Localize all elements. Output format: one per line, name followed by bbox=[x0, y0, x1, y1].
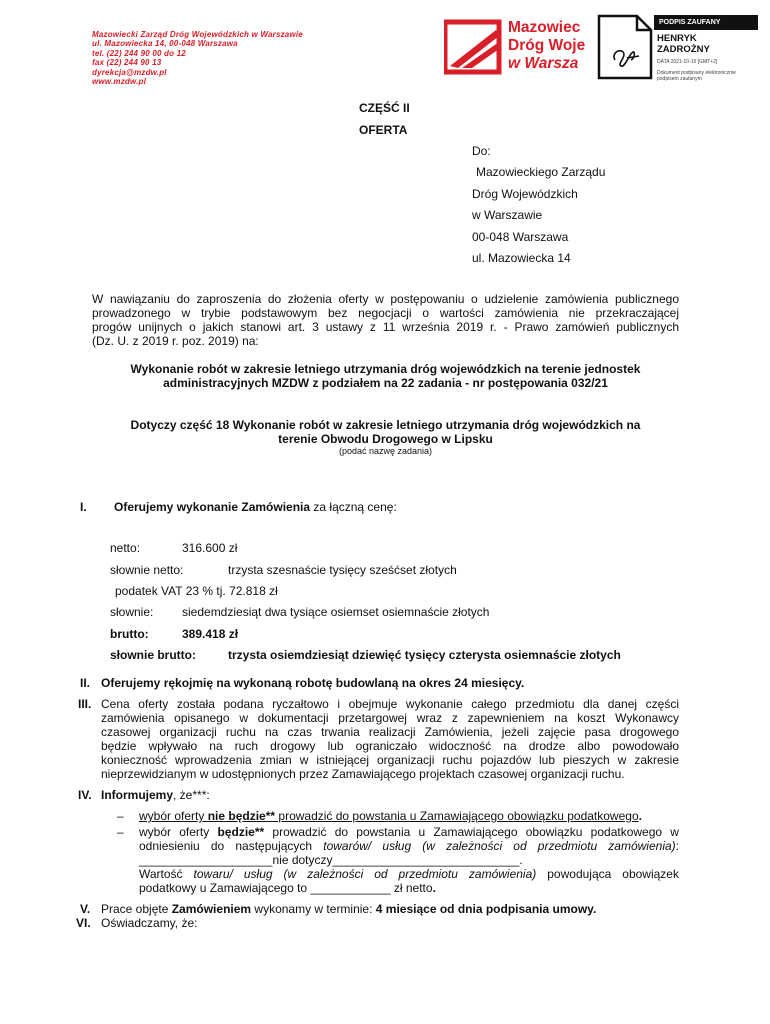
part-title-note: (podać nazwę zadania) bbox=[338, 446, 433, 456]
tax-option-not-applicable: wybór oferty nie będzie** prowadzić do powstania u Zamawiającego obowiązku podatkowego. bbox=[139, 809, 642, 823]
declaration-lead: Oświadczamy, że: bbox=[101, 916, 198, 930]
part-title: terenie Obwodu Drogowego w Lipsku bbox=[278, 432, 493, 446]
signature-badge: PODPIS ZAUFANY bbox=[654, 15, 758, 30]
intro-line: prowadzonego w trybie podstawowym bez negocjacji o wartości zamówienia nie przekraczającej bbox=[92, 306, 679, 320]
org-line: Mazowiecki Zarząd Dróg Wojewódzkich w Warszawie bbox=[92, 30, 303, 39]
tax-option-line: odniesieniu do następujących towarów/ usług (w zależności od przedmiotu zamówienia): bbox=[139, 839, 679, 853]
brutto-words-label: słownie brutto: bbox=[110, 648, 196, 662]
document-title: OFERTA bbox=[359, 123, 408, 137]
recipient-line: Dróg Wojewódzkich bbox=[472, 187, 578, 201]
intro-line: (Dz. U. z 2019 r. poz. 2019) na: bbox=[92, 334, 259, 348]
brutto-words: trzysta osiemdziesiąt dziewięć tysięcy czterysta osiemnaście złotych bbox=[228, 648, 621, 662]
org-line: ul. Mazowiecka 14, 00-048 Warszawa bbox=[92, 39, 238, 49]
recipient-line: 00-048 Warszawa bbox=[472, 230, 569, 244]
tax-value-field: podatkowy u Zamawiającego to ____________ zł netto. bbox=[139, 881, 436, 895]
recipient-line: ul. Mazowiecka 14 bbox=[472, 251, 571, 265]
bullet-dash: – bbox=[117, 809, 124, 823]
completion-term: Prace objęte Zamówieniem wykonamy w terminie: 4 miesiące od dnia podpisania umowy. bbox=[101, 902, 597, 916]
recipient-label: Do: bbox=[472, 144, 491, 158]
intro-line: W nawiązaniu do zaproszenia do złożenia oferty w postępowaniu o udzielenie zamówienia publicznego bbox=[92, 292, 679, 306]
section-3-line: Cena oferty została podana ryczałtowo i obejmuje wykonanie całego przedmiotu dla danej części bbox=[101, 697, 679, 711]
part-title: Dotyczy część 18 Wykonanie robót w zakresie letniego utrzymania dróg wojewódzkich na bbox=[130, 418, 641, 432]
signer-name: HENRYK ZADROŻNY bbox=[657, 33, 710, 55]
part-heading: CZĘŚĆ II bbox=[359, 101, 410, 115]
section-3-line: nieprzewidzianym w udostępnionych przez Zamawiającego projektach czasowej organizacji ruchu. bbox=[101, 767, 625, 781]
org-line: tel. (22) 244 90 00 do 12 bbox=[92, 48, 186, 58]
signature-details bbox=[657, 59, 757, 82]
section-1-heading: Oferujemy wykonanie Zamówienia za łączną cenę: bbox=[114, 500, 397, 514]
procurement-subject: Wykonanie robót w zakresie letniego utrzymania dróg wojewódzkich na terenie jednostek bbox=[130, 362, 641, 376]
org-website: www.mzdw.pl bbox=[92, 77, 147, 87]
section-number: IV. bbox=[78, 788, 92, 802]
org-line: fax (22) 244 90 13 bbox=[92, 58, 162, 68]
brutto-value: 389.418 zł bbox=[182, 627, 239, 641]
recipient-line: w Warszawie bbox=[472, 208, 543, 222]
vat-line: podatek VAT 23 % tj. 72.818 zł bbox=[115, 584, 278, 598]
brutto-label: brutto: bbox=[110, 627, 149, 641]
netto-words-label: słownie netto: bbox=[110, 563, 184, 577]
netto-label: netto: bbox=[110, 541, 141, 555]
netto-words: trzysta szesnaście tysięcy sześćset złotych bbox=[228, 563, 457, 577]
signature-note: Dokument podpisany elektronicznie podpisem zaufanym bbox=[657, 70, 736, 82]
section-number: III. bbox=[78, 697, 92, 711]
section-4-heading: Informujemy, że***: bbox=[101, 788, 210, 802]
section-3-line: będzie wpływało na ruch drogowy lub ograniczało widoczność na drodze albo powodowało bbox=[101, 739, 679, 753]
procurement-subject: administracyjnych MZDW z podziałem na 22 zadania - nr postępowania 032/21 bbox=[163, 376, 608, 390]
tax-goods-field: ____________________nie dotyczy____________________________. bbox=[139, 853, 523, 867]
tax-option-applicable: wybór oferty będzie** prowadzić do powstania u Zamawiającego obowiązku podatkowego w bbox=[139, 825, 679, 839]
section-3-line: czasowej organizacji ruchu na czas trwania realizacji Zamówienia, jeżeli zajęcie pasa drogowego bbox=[101, 725, 679, 739]
recipient-line: Mazowieckiego Zarządu bbox=[476, 165, 606, 179]
tax-value-line: Wartość towaru/ usług (w zależności od przedmiotu zamówienia) powodująca obowiązek bbox=[139, 867, 679, 881]
intro-line: progów unijnych o jakich stanowi art. 3 ustawy z 11 września 2019 r. - Prawo zamówień publicznych bbox=[92, 320, 679, 334]
section-3-line: zamówienia opisanego w dokumentacji przetargowej wraz z zapewnieniem na koszt Wykonawcy bbox=[101, 711, 679, 725]
org-email: dyrekcja@mzdw.pl bbox=[92, 67, 167, 77]
section-number: II. bbox=[80, 676, 91, 690]
trusted-signature-stamp bbox=[597, 14, 761, 82]
logo-wordmark: Mazowiec Dróg Woje w Warsza bbox=[508, 19, 585, 72]
road-logo-icon bbox=[444, 16, 506, 78]
warranty-text: Oferujemy rękojmię na wykonaną robotę budowlaną na okres 24 miesięcy. bbox=[101, 676, 525, 690]
netto-value: 316.600 zł bbox=[182, 541, 238, 555]
section-3-line: konieczność wprowadzenia zmian w istniejącej organizacji ruchu pojazdów lub pieszych w zakresie bbox=[101, 753, 679, 767]
vat-words-label: słownie: bbox=[110, 605, 154, 619]
section-number: I. bbox=[80, 500, 87, 514]
vat-words: siedemdziesiąt dwa tysiące osiemset osiemnaście złotych bbox=[182, 605, 490, 619]
bullet-dash: – bbox=[117, 825, 124, 839]
section-number: VI. bbox=[76, 916, 91, 930]
mzdw-logo bbox=[444, 16, 585, 78]
organization-address bbox=[92, 30, 303, 86]
signature-date: DATA 2021-10-15 [GMT+2] bbox=[657, 59, 718, 65]
section-number: V. bbox=[80, 902, 91, 916]
signed-document-icon bbox=[597, 14, 653, 80]
